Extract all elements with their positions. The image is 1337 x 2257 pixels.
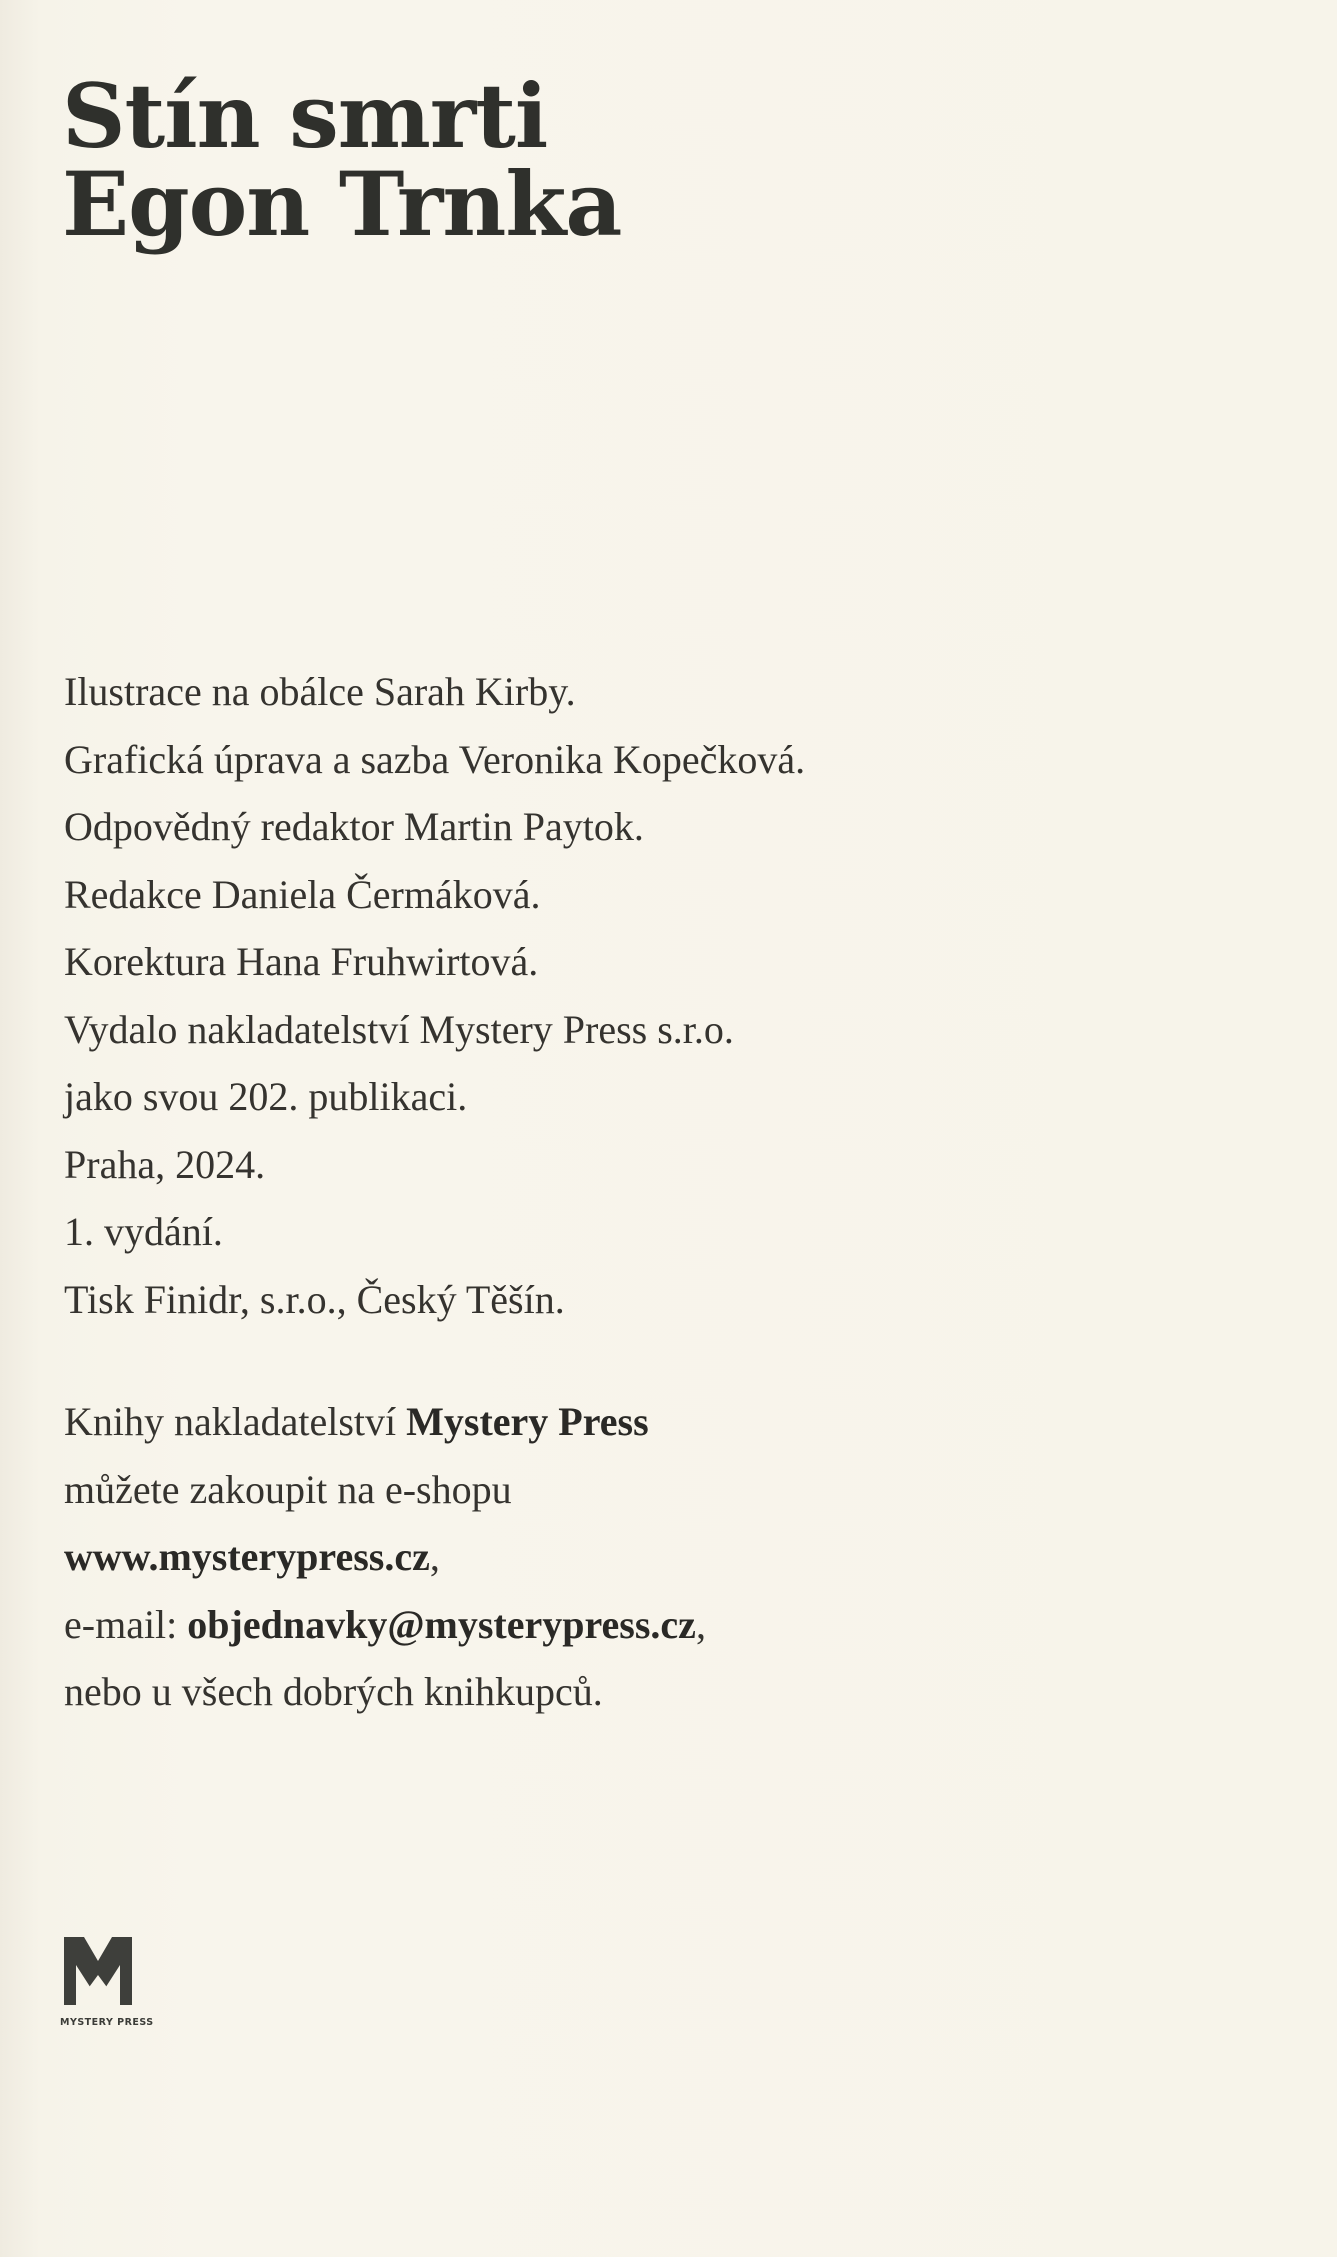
email-link[interactable]: objednavky@mysterypress.cz <box>187 1601 696 1647</box>
colophon-line: jako svou 202. publikaci. <box>64 1074 468 1119</box>
shop-line-website <box>64 1523 706 1591</box>
website-link[interactable]: www.mysterypress.cz <box>64 1534 430 1579</box>
colophon-line: Praha, 2024. <box>64 1141 266 1187</box>
shop-line-email <box>64 1591 706 1659</box>
shop-line-eshop: můžete zakoupit na e-shopu <box>64 1466 512 1512</box>
colophon-line: Korektura Hana Fruhwirtová. <box>64 939 539 984</box>
shop-line-publisher <box>64 1388 706 1456</box>
shop-line-bookstores: nebo u všech dobrých knihkupců. <box>64 1669 603 1714</box>
colophon-line: Grafická úprava a sazba Veronika Kopečková. <box>64 736 806 782</box>
email-suffix: , <box>695 1601 706 1647</box>
publisher-name: Mystery Press <box>406 1399 649 1444</box>
book-author: Egon Trnka <box>62 152 622 256</box>
colophon <box>64 658 805 1333</box>
logo-text: MYSTERY PRESS <box>60 2017 154 2028</box>
colophon-line: Redakce Daniela Čermáková. <box>64 871 541 917</box>
colophon-line: Vydalo nakladatelství Mystery Press s.r.o. <box>64 1006 734 1052</box>
title-block <box>62 64 622 256</box>
email-prefix: e-mail: <box>64 1601 188 1647</box>
mystery-press-m-logo-icon <box>62 1935 134 2007</box>
shop-line-prefix: Knihy nakladatelství <box>64 1399 407 1444</box>
shop-info <box>64 1388 706 1726</box>
colophon-line: Odpovědný redaktor Martin Paytok. <box>64 804 644 849</box>
colophon-line: 1. vydání. <box>64 1209 223 1254</box>
book-title: Stín smrti <box>62 64 548 168</box>
colophon-line: Ilustrace na obálce Sarah Kirby. <box>64 669 576 714</box>
colophon-line: Tisk Finidr, s.r.o., Český Těšín. <box>64 1276 565 1322</box>
publisher-logo <box>60 1935 155 2028</box>
website-suffix: , <box>429 1534 440 1579</box>
